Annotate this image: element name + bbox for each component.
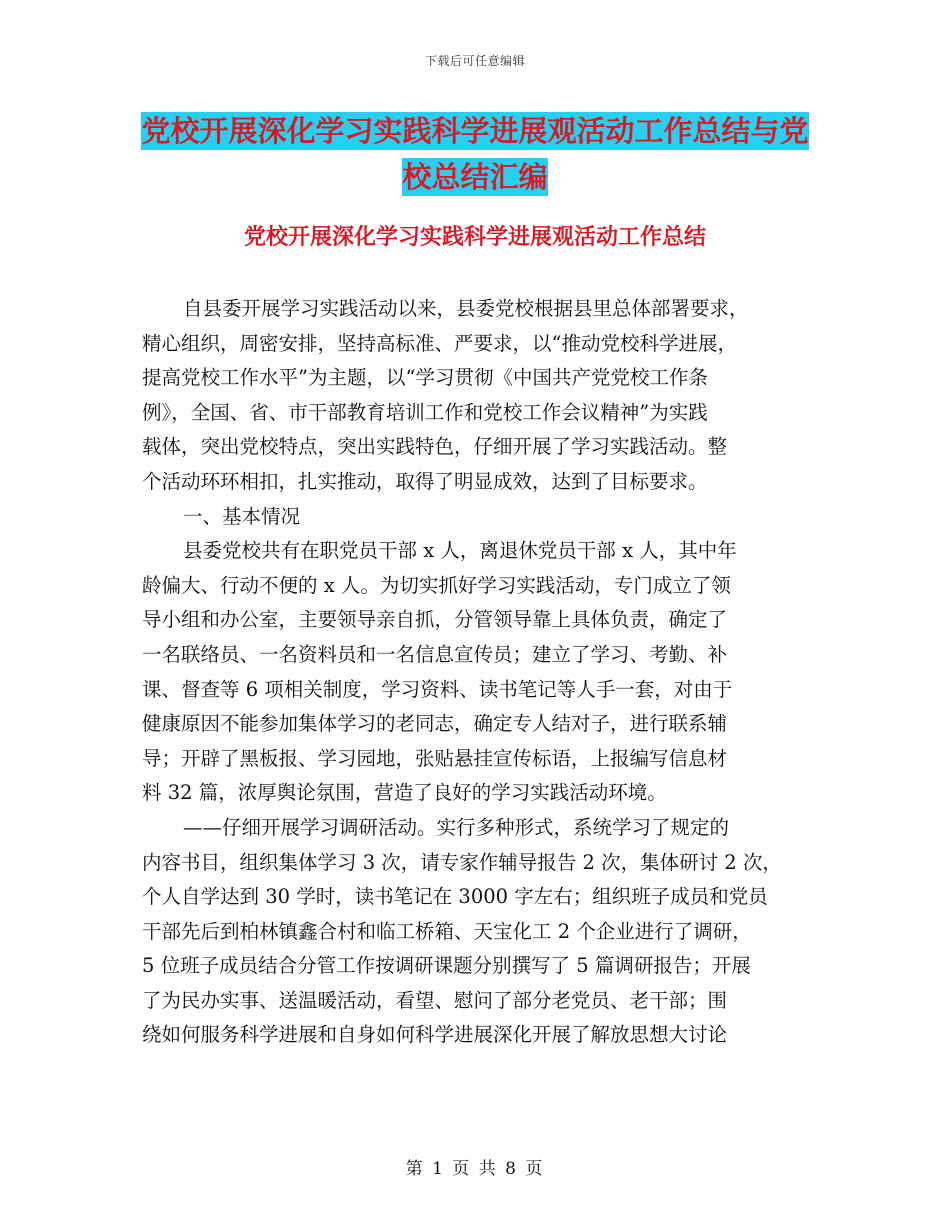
paragraph-line: 健康原因不能参加集体学习的老同志，确定专人结对子，进行联系辅 xyxy=(142,712,728,736)
body-text xyxy=(142,292,818,1053)
paragraph-line: 料 32 篇，浓厚舆论氛围，营造了良好的学习实践活动环境。 xyxy=(142,781,667,805)
paragraph-line: 干部先后到柏林镇鑫合村和临工桥箱、天宝化工 2 个企业进行了调研， xyxy=(142,919,752,943)
paragraph-line: 县委党校共有在职党员干部 x 人，离退休党员干部 x 人，其中年 xyxy=(183,539,737,563)
paragraph-line: 课、督查等 6 项相关制度，学习资料、读书笔记等人手一套，对由于 xyxy=(142,677,733,701)
paragraph-line: 提高党校工作水平”为主题，以“学习贯彻《中国共产党党校工作条 xyxy=(142,366,708,390)
paragraph-line: 龄偏大、行动不便的 x 人。为切实抓好学习实践活动，专门成立了领 xyxy=(142,573,731,597)
paragraph-line: 例》，全国、省、市干部教育培训工作和党校工作会议精神”为实践 xyxy=(142,400,708,424)
document-title-line-1: 党校开展深化学习实践科学进展观活动工作总结与党 xyxy=(141,114,809,148)
document-title xyxy=(140,108,810,200)
subheading-basic-situation: 一、基本情况 xyxy=(183,504,301,528)
paragraph-line: 精心组织，周密安排，坚持高标准、严要求，以“推动党校科学进展， xyxy=(142,331,737,355)
paragraph-line: 导；开辟了黑板报、学习园地，张贴悬挂宣传标语，上报编写信息材 xyxy=(142,746,728,770)
paragraph-line: 绕如何服务科学进展和自身如何科学进展深化开展了解放思想大讨论 xyxy=(142,1023,728,1047)
paragraph-line: 个人自学达到 30 学时，读书笔记在 3000 字左右；组织班子成员和党员 xyxy=(142,885,768,909)
section-title: 党校开展深化学习实践科学进展观活动工作总结 xyxy=(243,225,706,250)
paragraph-line: ——仔细开展学习调研活动。实行多种形式，系统学习了规定的 xyxy=(183,815,730,839)
paragraph-line: 载体，突出党校特点，突出实践特色，仔细开展了学习实践活动。整 xyxy=(142,435,728,459)
paragraph-line: 内容书目，组织集体学习 3 次，请专家作辅导报告 2 次，集体研讨 2 次， xyxy=(142,850,782,874)
paragraph-line: 5 位班子成员结合分管工作按调研课题分别撰写了 5 篇调研报告；开展 xyxy=(142,954,751,978)
paragraph-line: 一名联络员、一名资料员和一名信息宣传员；建立了学习、考勤、补 xyxy=(142,642,728,666)
paragraph-line: 了为民办实事、送温暖活动，看望、慰问了部分老党员、老干部；围 xyxy=(142,988,728,1012)
header-note: 下载后可任意编辑 xyxy=(424,54,525,68)
paragraph-line: 个活动环环相扣，扎实推动，取得了明显成效，达到了目标要求。 xyxy=(142,469,708,493)
document-title-line-2: 校总结汇编 xyxy=(402,160,548,194)
paragraph-line: 自县委开展学习实践活动以来，县委党校根据县里总体部署要求， xyxy=(183,297,749,320)
paragraph-line: 导小组和办公室，主要领导亲自抓，分管领导靠上具体负责，确定了 xyxy=(142,608,728,632)
page-footer: 第 1 页 共 8 页 xyxy=(405,1159,545,1179)
